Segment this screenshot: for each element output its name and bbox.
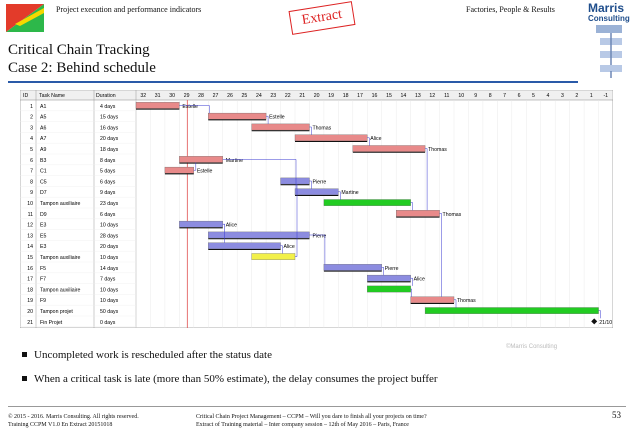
task-bar-blue (179, 221, 222, 227)
flowchart-icon (588, 25, 636, 80)
gantt-day-label: 2 (575, 93, 579, 99)
gantt-day-label: 31 (154, 93, 161, 99)
bullet-item (22, 349, 272, 361)
bullet-item (22, 373, 438, 385)
task-bar-green (324, 200, 411, 206)
task-name: Fin Projet (40, 319, 63, 326)
task-id: 19 (27, 298, 33, 305)
gantt-day-label: 12 (429, 93, 436, 99)
task-duration: 10 days (100, 298, 119, 305)
page-title (8, 41, 156, 77)
gantt-day-label: 10 (458, 93, 465, 99)
task-bar-red (179, 156, 222, 162)
task-id: 13 (27, 233, 33, 240)
gantt-day-label: 22 (284, 93, 291, 99)
task-duration: 9 days (100, 190, 116, 197)
resource-label: Martine (341, 190, 359, 197)
task-id: 9 (30, 190, 33, 197)
task-id: 18 (27, 287, 33, 294)
task-id: 17 (27, 276, 33, 283)
task-bar-blue (208, 232, 309, 238)
resource-label: Alice (370, 136, 382, 143)
task-name: Tampon auxiliaire (40, 200, 81, 207)
gantt-day-label: 5 (532, 93, 535, 99)
task-bar-green (425, 308, 598, 314)
resource-label: Thomas (457, 298, 476, 305)
gantt-header-id: ID (23, 93, 29, 99)
gantt-day-label: 23 (270, 93, 277, 99)
task-bar-red (208, 113, 266, 119)
footer-divider (8, 406, 626, 407)
task-name: D7 (40, 190, 47, 197)
task-id: 20 (27, 308, 33, 315)
task-duration: 0 days (100, 319, 116, 326)
resource-label: Estelle (182, 103, 198, 110)
task-name: C5 (40, 179, 47, 186)
footer-mid-line-2: Extract of Training material – Inter company session – 12th of May 2016 – Paris, France (196, 422, 409, 428)
task-bar-red (396, 210, 439, 216)
gantt-day-label: 26 (227, 93, 233, 99)
gantt-day-label: 6 (517, 93, 521, 99)
task-id: 5 (30, 146, 33, 153)
task-name: B3 (40, 157, 47, 164)
task-name: F7 (40, 276, 47, 283)
gantt-day-label: 18 (342, 93, 349, 99)
gantt-day-label: 21 (299, 93, 306, 99)
task-name: A6 (40, 125, 47, 132)
title-divider (8, 81, 578, 83)
task-duration: 10 days (100, 254, 119, 261)
task-id: 11 (27, 211, 33, 218)
task-id: 12 (27, 222, 33, 229)
gantt-day-label: 25 (241, 93, 248, 99)
bullet-text: Uncompleted work is rescheduled after the status date (34, 349, 272, 361)
gantt-chart (20, 90, 613, 328)
task-duration: 10 days (100, 222, 119, 229)
resource-label: Thomas (312, 125, 332, 132)
task-bar-blue (281, 178, 310, 184)
footer-copyright (8, 413, 139, 429)
task-name: E3 (40, 222, 47, 229)
gantt-day-label: 30 (169, 93, 176, 99)
task-bar-red (136, 102, 179, 108)
task-duration: 20 days (100, 136, 119, 143)
task-duration: 23 days (100, 200, 119, 207)
gantt-day-label: 11 (444, 93, 450, 99)
gantt-day-label: 20 (313, 93, 320, 99)
task-id: 7 (30, 168, 33, 175)
title-line-1: Critical Chain Tracking (8, 42, 150, 58)
resource-label: Alice (283, 244, 295, 251)
gantt-day-label: 9 (474, 93, 478, 99)
task-name: A1 (40, 103, 47, 110)
task-duration: 4 days (100, 103, 116, 110)
resource-label: Alice (225, 222, 237, 229)
footer-left-line-2: Training CCPM V1.0 En Extract 20151018 (8, 422, 113, 428)
gantt-day-label: 7 (503, 93, 507, 99)
brand-name: Marris (588, 1, 625, 15)
resource-label: Estelle (269, 114, 285, 121)
gantt-day-label: 15 (386, 93, 392, 99)
brand-logo (588, 2, 636, 23)
watermark: ©Marris Consulting (506, 344, 558, 350)
gantt-header-task: Task Name (39, 93, 65, 99)
header-section-title: Project execution and performance indicators (56, 5, 202, 14)
task-bar-green (367, 286, 410, 292)
task-bar-blue (324, 264, 382, 270)
task-duration: 20 days (100, 244, 119, 251)
task-bar-red (252, 124, 310, 130)
task-bar-red (295, 135, 367, 141)
resource-label: Martine (225, 157, 244, 164)
task-id: 15 (27, 254, 33, 261)
task-bar-red (411, 297, 454, 303)
page-number: 53 (612, 410, 621, 420)
task-duration: 6 days (100, 211, 116, 218)
gantt-day-label: 1 (589, 93, 593, 99)
extract-stamp: Extract (289, 1, 356, 35)
task-id: 10 (27, 200, 33, 207)
task-id: 4 (30, 136, 33, 143)
task-id: 14 (27, 244, 33, 251)
brand-sub: Consulting (588, 14, 630, 23)
gantt-day-label: 29 (183, 93, 190, 99)
header-tagline: Factories, People & Results (466, 5, 555, 14)
task-name: C1 (40, 168, 47, 175)
resource-label: Thomas (442, 211, 462, 218)
task-duration: 14 days (100, 265, 119, 272)
task-duration: 10 days (100, 287, 119, 294)
task-id: 6 (30, 157, 33, 164)
gantt-day-label: 14 (400, 93, 407, 99)
gantt-day-label: 8 (488, 93, 492, 99)
task-bar-blue (208, 243, 280, 249)
resource-label: Pierre (312, 233, 327, 240)
task-duration: 5 days (100, 168, 116, 175)
task-id: 21 (27, 319, 33, 326)
gantt-day-label: 32 (140, 93, 147, 99)
gantt-day-label: 16 (371, 93, 378, 99)
bullet-text: When a critical task is late (more than 50% estimate), the delay consumes the project buffer (34, 373, 438, 385)
resource-label: Thomas (428, 146, 447, 153)
gantt-day-label: 28 (198, 93, 204, 99)
milestone-label: 21/10 (599, 319, 613, 326)
bullet-square-icon (22, 376, 27, 381)
task-bar-blue (367, 275, 410, 281)
task-duration: 16 days (100, 125, 119, 132)
task-name: A7 (40, 136, 47, 143)
gantt-day-label: 4 (546, 93, 550, 99)
gantt-day-label: 19 (328, 93, 335, 99)
task-name: A9 (40, 146, 47, 153)
footer-left-line-1: © 2015 - 2016. Marris Consulting. All rights reserved. (8, 414, 139, 420)
gantt-day-label: 24 (255, 93, 262, 99)
resource-label: Pierre (384, 265, 399, 272)
footer-mid-line-1: Critical Chain Project Management – CCPM – Will you dare to finish all your projects on time? (196, 414, 427, 420)
title-line-2: Case 2: Behind schedule (8, 60, 156, 76)
marris-triangle-logo (6, 4, 44, 32)
task-duration: 18 days (100, 146, 119, 153)
task-name: D9 (40, 211, 47, 218)
gantt-day-label: 3 (560, 93, 564, 99)
task-duration: 50 days (100, 308, 119, 315)
task-bar-yellow (252, 254, 295, 260)
task-name: E3 (40, 244, 47, 251)
task-id: 2 (30, 114, 33, 121)
resource-label: Estelle (196, 168, 213, 175)
bullet-square-icon (22, 352, 27, 357)
task-id: 3 (30, 125, 33, 132)
resource-label: Alice (413, 276, 425, 283)
footer-course (196, 413, 427, 429)
task-duration: 7 days (100, 276, 116, 283)
task-name: Tampon auxiliaire (40, 287, 81, 294)
task-name: A5 (40, 114, 47, 121)
task-bar-red (353, 146, 425, 152)
gantt-day-label: 27 (212, 93, 219, 99)
task-id: 16 (27, 265, 33, 272)
gantt-day-label: 17 (357, 93, 363, 99)
task-name: Tampon projet (40, 308, 73, 315)
gantt-header-duration: Duration (96, 93, 116, 99)
task-name: F5 (40, 265, 47, 272)
task-name: E5 (40, 233, 47, 240)
task-duration: 28 days (100, 233, 119, 240)
task-duration: 6 days (100, 179, 116, 186)
gantt-day-label: -1 (603, 93, 609, 99)
task-id: 8 (30, 179, 33, 186)
task-duration: 8 days (100, 157, 116, 164)
task-bar-red (165, 167, 194, 173)
task-bar-blue (295, 189, 338, 195)
task-name: F9 (40, 298, 47, 305)
task-duration: 15 days (100, 114, 119, 121)
resource-label: Pierre (312, 179, 327, 186)
gantt-day-label: 13 (414, 93, 421, 99)
task-name: Tampon auxiliaire (40, 254, 81, 261)
task-id: 1 (30, 103, 33, 110)
